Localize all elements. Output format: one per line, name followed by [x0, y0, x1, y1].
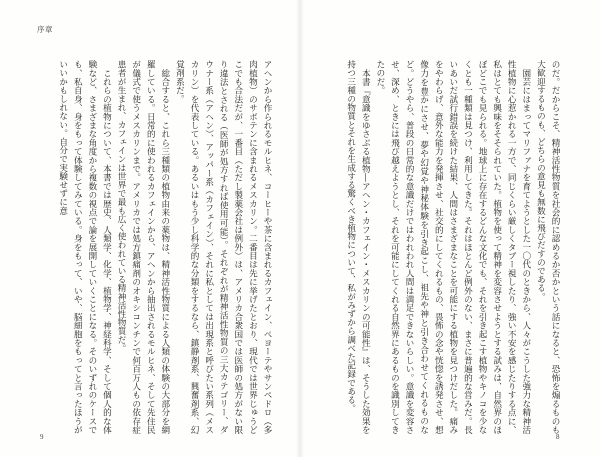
paragraph: これらの植物について、本書では歴史、人類学、化学、植物学、神経科学、そして個人的な体験など、さまざまな角度から複数の視点で論を展開していくことになる。そのいずれのケースでも、私自身、身をもって体験してみている。身をもって、いや、脳細胞をもってと言ったほうがいいかもしれない。自分で実験せずに意	[57, 60, 112, 434]
paragraph: アヘンから作られるモルヒネ、コーヒーや茶に含まれるカフェイン、ペヨーテやサンペドロ（多肉植物）のサボテンに含まれるメスカリン。二番目は先に挙げたとおり、現代では世界じゅうどこでも合法だが、一番目（ただし製薬会社は例外）は、アメリカ合衆国では医師の処方がない限り違法とされる（医師が処方すれば使用可能）。それぞれが精神活性物質の三大カテゴリー、ダウナー系（アヘン）、アッパー系（カフェイン）、それに私としては出現系と呼びたい系列（メスカリン）を代表している。あるいはもう少し科学的な分類をするなら、鎮静剤系、興奮剤系、幻覚剤系だ。	[174, 60, 272, 434]
right-page	[300, 0, 600, 457]
paragraph: のだ。だからこそ、精神活性物質を社会的に認めるか否かという話になると、恐怖を煽るものも大歓迎するものも、どちらの意見も無数に飛びだすのである。	[535, 60, 560, 434]
page-number-right: 8	[556, 433, 560, 441]
paragraph: 総合すると、これら三種類の植物由来の薬物は、精神活性物質による人類の体験の大部分を網羅している。日常的に使われるカフェインから、アヘンから抽出されるモルヒネ、そして先住民が儀式で使うメスカリンまで。アメリカでは処方鎮痛剤のオキシコンチンで何百万人もの依存症患者が生まれ、カフェインは世界で最も広く使われている精神活性物質だ。	[116, 60, 170, 434]
paragraph: 園芸にはまってマリファナを育てようとした一〇代のときから、人々がこうした強力な精神活性植物に心惹かれる一方で、同じくらい厳しくタブー視したり、強い不安を感じたりする点に、私はとても興味をそそられていた。植物を使って精神を変容させようとする試みは、自然界のほぼどこでも見られる。地球上に存在するどんな文化でも、それを引き起こす植物やキノコを少なくとも一種類は見つけ、利用してきた。それはほとんど例外のない、まさに普遍的な営みだ。長いあいだ試行錯誤を続けた結果、人間はさまざまなことを可能にする植物を見つけだした。痛みをやわらげ、意外な能力を発揮させ、社交的にしてくれるもの、畏怖の念や恍惚を誘発させ、想像力を豊かにさせ、夢や幻覚や神秘体験を引き起こし、祖先や神と引き合わせてくれるものなど。どうやら、普段の日常的な意識だけではわれわれ人間は満足できないらしい。意識を変容させ、深め、ときには飛び越えようとし、それを可能にしてくれる自然界にあるものを識別してきたのだ。	[374, 60, 531, 434]
right-page-body-text	[326, 60, 562, 434]
chapter-header: 序章	[37, 25, 53, 34]
page-number-left: 9	[40, 433, 44, 441]
left-page-body-text	[38, 60, 274, 434]
book-gutter	[296, 0, 304, 457]
paragraph: 本書『意識をゆさぶる植物―アヘン・カフェイン・メスカリンの可能性』は、そうした効果を持つ三種の物質とそれを生成する驚くべき植物について、私がみずから調べた記録である。	[345, 60, 371, 434]
